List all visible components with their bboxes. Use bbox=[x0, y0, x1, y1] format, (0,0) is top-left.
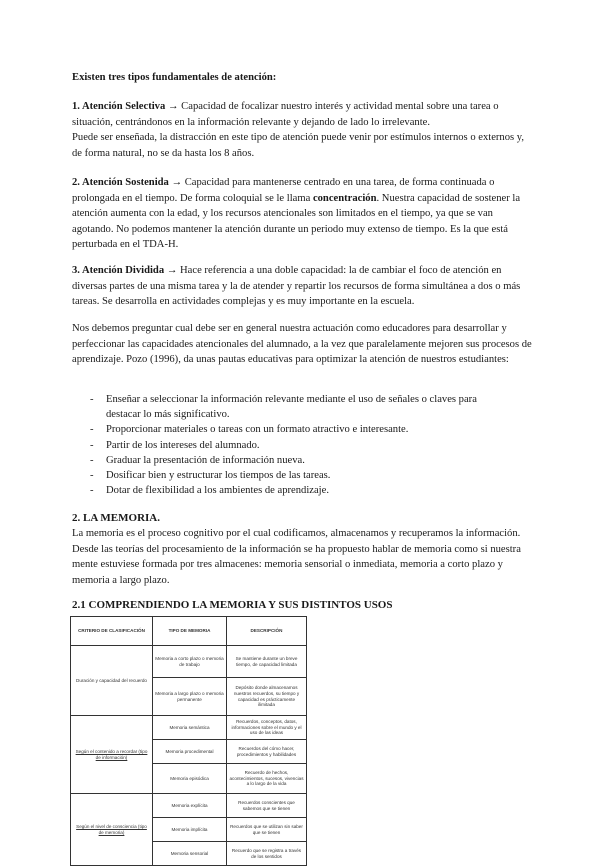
bullet-dash: - bbox=[90, 454, 94, 466]
criterio-cell: Según el contenido a recordar (tipo de información) bbox=[71, 716, 153, 794]
section-heading: 2.1 COMPRENDIENDO LA MEMORIA Y SUS DISTINTOS USOS bbox=[72, 599, 393, 611]
concentracion-term: concentración bbox=[312, 192, 377, 204]
list-item: - Dosificar bien y estructurar los tiempos de las tareas. bbox=[90, 468, 490, 483]
bullet-dash: - bbox=[90, 424, 94, 436]
atencion-sostenida-text-a: → Capacidad para mantenerse centrado en una tarea, de forma continuada o prolongada en el tiempo. De forma coloquial se le llama bbox=[72, 177, 495, 204]
bullet-dash: - bbox=[90, 439, 94, 451]
list-item: - Graduar la presentación de información nueva. bbox=[90, 453, 490, 468]
atencion-dividida-heading: 3. Atención Dividida bbox=[72, 265, 165, 276]
table-row bbox=[71, 646, 307, 678]
atencion-sostenida-paragraph bbox=[72, 175, 532, 253]
pautas-list bbox=[90, 392, 490, 498]
tipo-cell: Memoria implícita bbox=[153, 818, 227, 842]
list-item: - Proporcionar materiales o tareas con un formato atractivo e interesante. bbox=[90, 422, 490, 437]
bullet-dash: - bbox=[90, 485, 94, 497]
desc-cell: Se mantiene durante un breve tiempo, de capacidad limitada bbox=[227, 646, 307, 678]
desc-cell: Recuerdo que se registra a través de los sentidos bbox=[227, 842, 307, 866]
tipo-cell: Memoria semántica bbox=[153, 716, 227, 740]
atencion-sostenida-text-b: . Nuestra capacidad de sostener la atención aumenta con la edad, y los recursos atencionales son limitados en el tiempo, ya que se van agotando. No podemos mantener la atención durante un periodo muy extenso de tiempo. Es la que está perturbada en el TDA-H. bbox=[72, 192, 521, 250]
desc-cell: Recuerdos del cómo hacer, procedimientos y habilidades bbox=[227, 740, 307, 764]
memoria-heading: 2. LA MEMORIA. bbox=[72, 512, 160, 524]
tipo-cell: Memoria a corto plazo o memoria de trabajo bbox=[153, 646, 227, 678]
table-header-row bbox=[71, 617, 307, 646]
tipo-cell: Memoria episódica bbox=[153, 764, 227, 794]
atencion-selectiva-text: → Capacidad de focalizar nuestro interés y actividad mental sobre una tarea o situación, centrándonos en la información relevante y dejando de lado lo irrelevante. bbox=[72, 101, 499, 128]
tipo-cell: Memoria sensorial bbox=[153, 842, 227, 866]
criterio-cell: Según el nivel de consciencia (tipo de memoria) bbox=[71, 794, 153, 866]
col-header-tipo: TIPO DE MEMORIA bbox=[153, 617, 227, 646]
desc-cell: Depósito donde almacenamos nuestros recuerdos, su tiempo y capacidad es prácticamente ilimitada bbox=[227, 678, 307, 716]
atencion-dividida-paragraph bbox=[72, 263, 532, 310]
table-row bbox=[71, 794, 307, 818]
desc-cell: Recuerdos que se utilizan sin saber que se tienen bbox=[227, 818, 307, 842]
intro-heading: Existen tres tipos fundamentales de atención: bbox=[72, 72, 277, 83]
list-item: - Partir de los intereses del alumnado. bbox=[90, 438, 490, 453]
tipo-cell: Memoria procedimental bbox=[153, 740, 227, 764]
bullet-dash: - bbox=[90, 470, 94, 482]
atencion-sostenida-heading: 2. Atención Sostenida bbox=[72, 177, 169, 188]
atencion-selectiva-paragraph bbox=[72, 99, 532, 161]
tipo-cell: Memoria a largo plazo o memoria permanente bbox=[153, 678, 227, 716]
desc-cell: Recuerdo de hechos, acontecimientos, sucesos, vivencias a lo largo de la vida bbox=[227, 764, 307, 794]
memory-types-table bbox=[70, 616, 307, 866]
desc-cell: Recuerdos, conceptos, datos, informaciones sobre el mundo y el uso de las ideas bbox=[227, 716, 307, 740]
atencion-dividida-text: → Hace referencia a una doble capacidad: la de cambiar el foco de atención en diversas partes de una misma tarea y la de atender y repartir los recursos de forma simultánea a dos o más tareas. Se desarrolla en actividades complejas y es muy importante en la escuela. bbox=[72, 265, 521, 307]
atencion-selectiva-extra: Puede ser enseñada, la distracción en este tipo de atención puede venir por estímulos internos o externos y, de forma natural, no se da hasta los 8 años. bbox=[72, 132, 525, 159]
tipo-cell: Memoria explícita bbox=[153, 794, 227, 818]
list-item: - Dotar de flexibilidad a los ambientes de aprendizaje. bbox=[90, 483, 490, 498]
col-header-descripcion: DESCRIPCIÓN bbox=[227, 617, 307, 646]
reflexion-paragraph: Nos debemos preguntar cual debe ser en general nuestra actuación como educadores para desarrollar y perfeccionar las capacidades atencionales del alumnado, a la vez que paralelamente mejoren sus procesos de aprendizaje. Pozo (1996), da unas pautas educativas para optimizar la atención de nuestros estudiantes: bbox=[72, 323, 532, 365]
criterio-cell: Duración y capacidad del recuerdo bbox=[71, 646, 153, 716]
table-row bbox=[71, 716, 307, 740]
bullet-dash: - bbox=[90, 394, 94, 405]
list-item: - Enseñar a seleccionar la información relevante mediante el uso de señales o claves para destacar lo más significativo. bbox=[90, 394, 477, 421]
col-header-criterio: CRITERIO DE CLASIFICACIÓN bbox=[71, 617, 153, 646]
atencion-selectiva-heading: 1. Atención Selectiva bbox=[72, 101, 166, 112]
desc-cell: Recuerdos conscientes que sabemos que se tienen bbox=[227, 794, 307, 818]
memoria-paragraph: La memoria es el proceso cognitivo por el cual codificamos, almacenamos y recuperamos la información. Desde las teorías del procesamiento de la información se ha propuesto hablar de memoria como si nuestra mente estuviese formada por tres almacenes: memoria sensorial o inmediata, memoria a corto plazo y memoria a largo plazo. bbox=[72, 528, 521, 586]
